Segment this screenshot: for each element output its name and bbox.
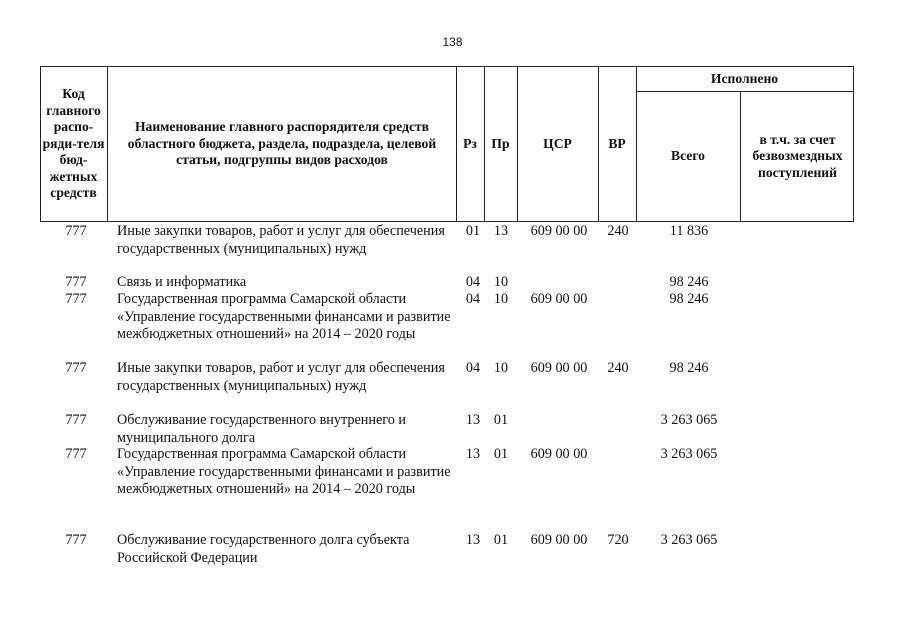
row-total: 98 246: [669, 360, 709, 376]
row-rz: 04: [465, 360, 481, 376]
row-code: 777: [65, 274, 87, 290]
row-name: Государственная программа Самарской области «Управление государственными финансами и развитие межбюджетных отношений» на 2014 – 2020 годы: [117, 291, 451, 343]
row-total: 3 263 065: [660, 446, 718, 462]
row-vr: 720: [607, 532, 629, 548]
row-name: Иные закупки товаров, работ и услуг для обеспечения государственных (муниципальных) нужд: [117, 223, 445, 257]
row-rz: 13: [465, 446, 481, 462]
header-csr: ЦСР: [543, 135, 572, 151]
row-name: Иные закупки товаров, работ и услуг для обеспечения государственных (муниципальных) нужд: [117, 360, 445, 394]
header-gratuitous: в т.ч. за счет безвозмездных поступлений: [752, 131, 843, 180]
row-pr: 13: [493, 223, 509, 239]
row-rz: 04: [465, 291, 481, 307]
row-code: 777: [65, 532, 87, 548]
row-csr: 609 00 00: [530, 360, 588, 376]
row-rz: 13: [465, 532, 481, 548]
row-code: 777: [65, 291, 87, 307]
header-pr: Пр: [491, 135, 510, 151]
row-pr: 01: [493, 412, 509, 428]
row-vr: 240: [607, 223, 629, 239]
row-name: Обслуживание государственного внутреннего и муниципального долга: [117, 412, 406, 446]
row-pr: 10: [493, 291, 509, 307]
row-code: 777: [65, 223, 87, 239]
row-pr: 10: [493, 274, 509, 290]
row-rz: 13: [465, 412, 481, 428]
row-total: 3 263 065: [660, 532, 718, 548]
page-number: 138: [442, 35, 463, 49]
row-name: Государственная программа Самарской области «Управление государственными финансами и развитие межбюджетных отношений» на 2014 – 2020 годы: [117, 446, 451, 498]
row-csr: 609 00 00: [530, 532, 588, 548]
header-rz: Рз: [463, 135, 477, 151]
row-code: 777: [65, 360, 87, 376]
row-total: 11 836: [669, 223, 709, 239]
header-name: Наименование главного распорядителя средств областного бюджета, раздела, подраздела, целевой статьи, подгруппы видов расходов: [127, 119, 437, 168]
header-vr: ВР: [608, 135, 626, 151]
header-total: Всего: [671, 148, 705, 164]
row-pr: 01: [493, 446, 509, 462]
row-vr: 240: [607, 360, 629, 376]
row-rz: 04: [465, 274, 481, 290]
row-csr: 609 00 00: [530, 223, 588, 239]
row-name: Обслуживание государственного долга субъекта Российской Федерации: [117, 532, 410, 566]
row-rz: 01: [465, 223, 481, 239]
row-total: 98 246: [669, 274, 709, 290]
header-code: Код главного распо-ряди-теля бюд-жетных средств: [42, 86, 105, 201]
row-pr: 01: [493, 532, 509, 548]
header-executed: Исполнено: [710, 70, 779, 86]
row-code: 777: [65, 412, 87, 428]
row-csr: 609 00 00: [530, 446, 588, 462]
row-csr: 609 00 00: [530, 291, 588, 307]
row-total: 3 263 065: [660, 412, 718, 428]
row-pr: 10: [493, 360, 509, 376]
row-code: 777: [65, 446, 87, 462]
row-total: 98 246: [669, 291, 709, 307]
row-name: Связь и информатика: [117, 274, 247, 290]
